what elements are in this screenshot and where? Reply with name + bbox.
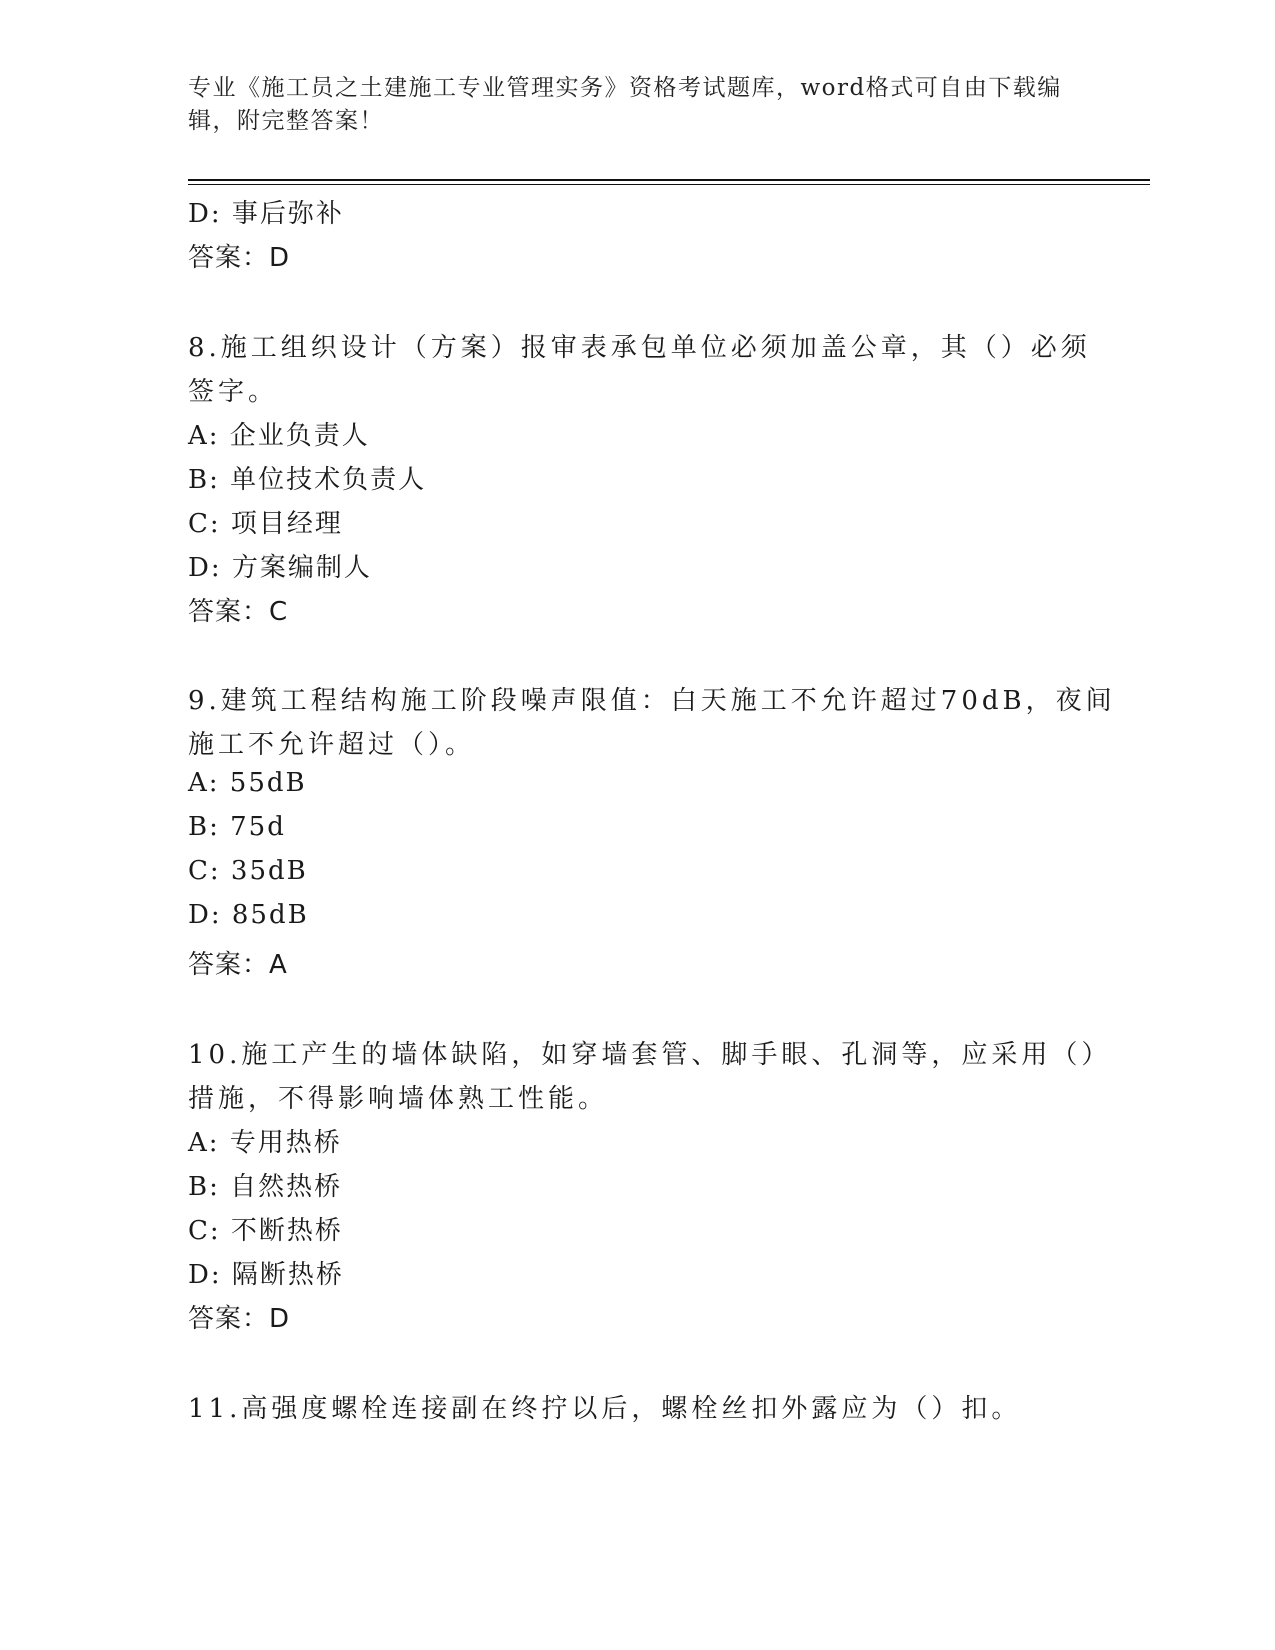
question-10-option-b: B: 自然热桥	[188, 1172, 343, 1202]
question-8-option-d: D: 方案编制人	[188, 553, 372, 583]
question-9-text-cont: 施工不允许超过（）。	[188, 730, 476, 760]
question-11-text: 11.高强度螺栓连接副在终拧以后，螺栓丝扣外露应为（）扣。	[188, 1394, 1022, 1424]
question-9-answer: 答案：A	[188, 950, 288, 980]
question-8-option-b: B: 单位技术负责人	[188, 465, 427, 495]
question-9-option-a: A: 55dB	[188, 768, 307, 798]
question-8-text-cont: 签字。	[188, 377, 279, 407]
question-10-text: 10.施工产生的墙体缺陷，如穿墙套管、脚手眼、孔洞等，应采用（）	[188, 1040, 1112, 1070]
question-10-answer: 答案：D	[188, 1304, 291, 1334]
header-rule-thick	[188, 179, 1150, 181]
question-9-option-b: B: 75d	[188, 812, 286, 842]
question-8-option-c: C: 项目经理	[188, 509, 343, 539]
question-8-text: 8.施工组织设计（方案）报审表承包单位必须加盖公章，其（）必须	[188, 333, 1091, 363]
question-8-answer: 答案：C	[188, 597, 289, 627]
question-10-text-cont: 措施，不得影响墙体熟工性能。	[188, 1084, 609, 1114]
question-9-option-d: D: 85dB	[188, 900, 309, 930]
question-9-option-c: C: 35dB	[188, 856, 308, 886]
question-10-option-d: D: 隔断热桥	[188, 1260, 344, 1290]
header-rule-thin	[188, 184, 1150, 185]
question-9-text: 9.建筑工程结构施工阶段噪声限值：白天施工不允许超过70dB，夜间	[188, 686, 1116, 716]
question-10-option-c: C: 不断热桥	[188, 1216, 343, 1246]
option-d: D: 事后弥补	[188, 199, 344, 229]
question-10-option-a: A: 专用热桥	[188, 1128, 342, 1158]
question-8-option-a: A: 企业负责人	[188, 421, 370, 451]
document-header: 专业《施工员之土建施工专业管理实务》资格考试题库，word格式可自由下载编辑，附完整答案！	[188, 75, 1062, 134]
answer-line: 答案：D	[188, 243, 291, 273]
